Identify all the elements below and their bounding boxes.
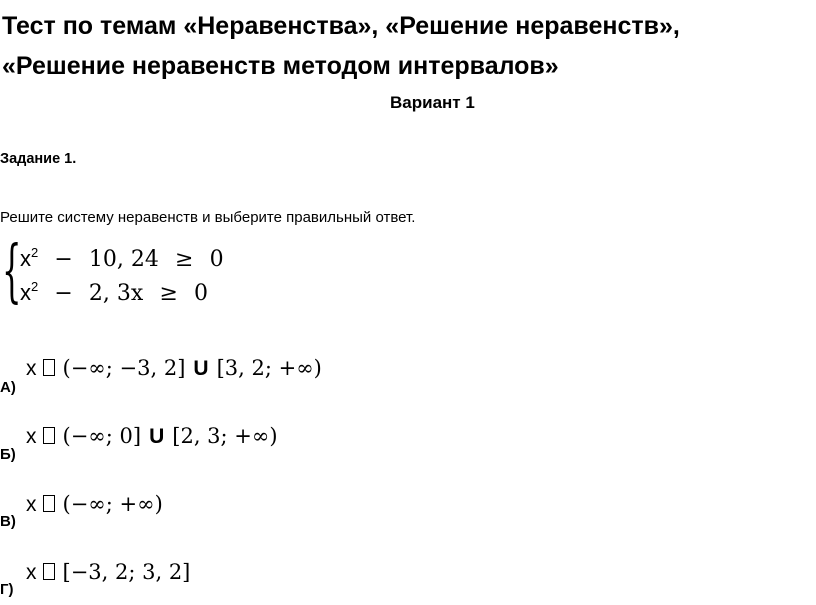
option-d-expression: x [−3, 2; 3, 2] — [26, 560, 191, 584]
option-a-letter: А) — [0, 379, 16, 396]
option-d-letter: Г) — [0, 581, 14, 598]
option-a-expression: x (−∞; −3, 2] U [3, 2; +∞) — [26, 356, 322, 380]
missing-glyph-icon — [43, 359, 55, 376]
missing-glyph-icon — [43, 563, 55, 580]
missing-glyph-icon — [43, 495, 55, 512]
option-b-letter: Б) — [0, 446, 16, 463]
inequality-1: $x^2 - 10$, 24 ≥ 0 — [20, 245, 224, 272]
option-b-expression: x (−∞; 0] U [2, 3; +∞) — [26, 424, 278, 448]
document-title: Тест по темам «Неравенства», «Решение неравенств», «Решение неравенств методом интервалов» — [2, 12, 680, 80]
option-c-letter: В) — [0, 513, 16, 530]
variant-heading: Вариант 1 — [390, 93, 475, 112]
option-c-expression: x (−∞; +∞) — [26, 492, 163, 516]
task-label: Задание 1. — [0, 151, 77, 167]
task-instruction: Решите систему неравенств и выберите правильный ответ. — [0, 209, 416, 226]
missing-glyph-icon — [43, 427, 55, 444]
inequality-2: $x^2 - 2$, 3x ≥ 0 — [20, 279, 208, 306]
inequality-system — [2, 232, 232, 312]
system-brace: { — [2, 232, 22, 311]
